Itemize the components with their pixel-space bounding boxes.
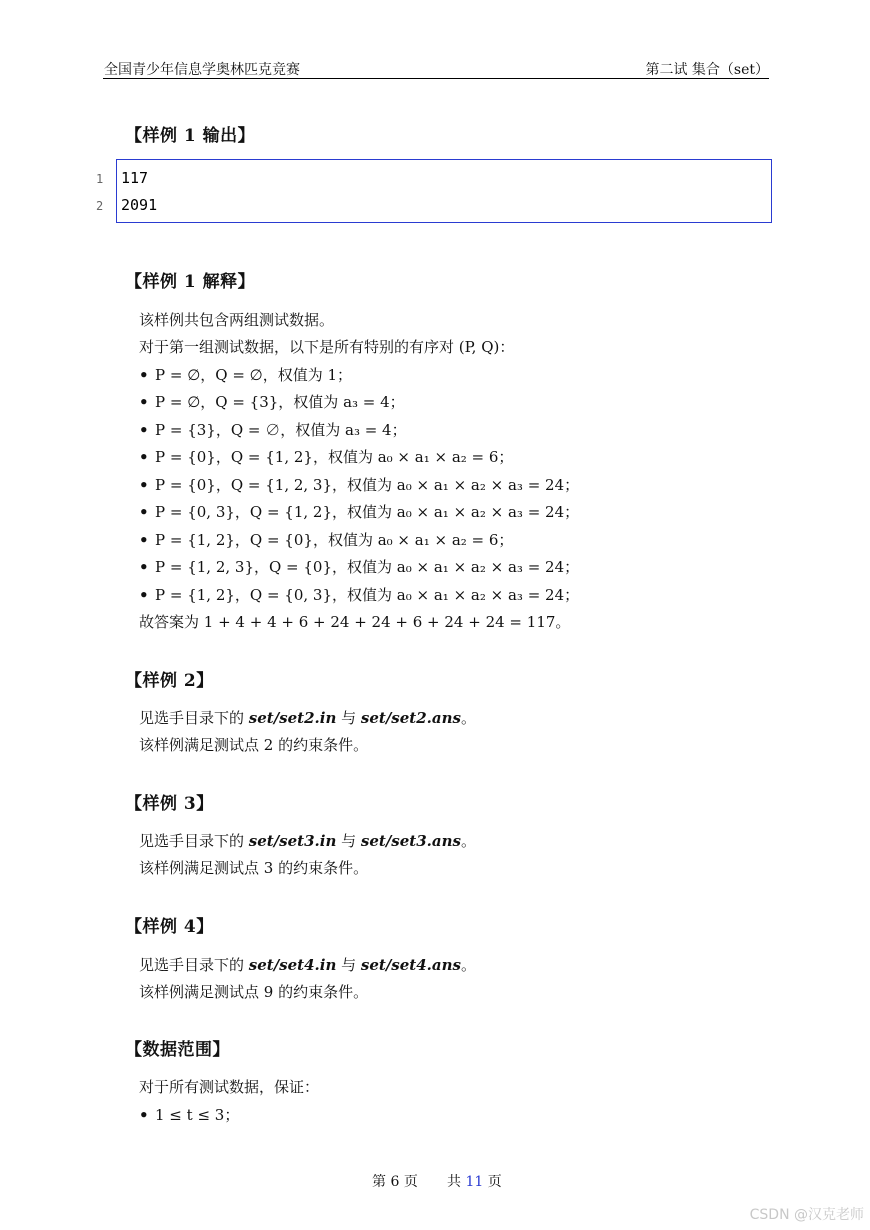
sample2-heading: 【样例 2】 <box>125 671 214 691</box>
bullet-icon: • <box>139 1106 149 1124</box>
data-range-intro: 对于所有测试数据，保证： <box>139 1078 320 1096</box>
list-item-text: P = ∅，Q = ∅，权值为 1； <box>155 366 353 384</box>
sample4-heading: 【样例 4】 <box>125 917 214 937</box>
header-left-title: 全国青少年信息学奥林匹克竞赛 <box>104 62 300 78</box>
sample2-note: 该样例满足测试点 2 的约束条件。 <box>139 736 369 754</box>
list-item-text: P = ∅，Q = {3}，权值为 a₃ = 4； <box>155 393 405 411</box>
total-pages-link[interactable]: 11 <box>465 1174 484 1190</box>
list-item <box>139 391 405 412</box>
bullet-icon: • <box>139 448 149 466</box>
sample3-heading: 【样例 3】 <box>125 794 214 814</box>
sample4-file-line <box>139 954 476 975</box>
list-item <box>139 446 513 467</box>
sample1-explain-heading: 【样例 1 解释】 <box>125 272 256 292</box>
page-number <box>372 1171 418 1191</box>
text-fragment: 。 <box>460 709 476 727</box>
sample2-file-line <box>139 707 476 728</box>
list-item-text: P = {0}，Q = {1, 2, 3}，权值为 a₀ × a₁ × a₂ × a₃ = 24； <box>155 476 580 494</box>
file-name-in: set/set3.in <box>248 832 337 850</box>
watermark: CSDN @汉克老师 <box>749 1207 864 1223</box>
list-item <box>139 474 579 495</box>
list-item <box>139 501 579 522</box>
text-fragment: 页 <box>483 1174 502 1190</box>
explain-intro-line: 该样例共包含两组测试数据。 <box>139 311 335 329</box>
text-fragment: 页 <box>399 1174 418 1190</box>
text-fragment: 与 <box>336 709 361 727</box>
bullet-icon: • <box>139 393 149 411</box>
text-fragment: 。 <box>460 832 476 850</box>
list-item-text: P = {3}，Q = ∅，权值为 a₃ = 4； <box>155 421 407 439</box>
text-fragment: 第 <box>372 1174 391 1190</box>
bullet-icon: • <box>139 476 149 494</box>
sample3-note: 该样例满足测试点 3 的约束条件。 <box>139 859 369 877</box>
list-item <box>139 419 407 440</box>
code-line: 2091 <box>121 196 158 214</box>
text-fragment: 与 <box>336 832 361 850</box>
data-range-heading: 【数据范围】 <box>125 1040 230 1060</box>
bullet-icon: • <box>139 531 149 549</box>
list-item-text: P = {0}，Q = {1, 2}，权值为 a₀ × a₁ × a₂ = 6； <box>155 448 514 466</box>
list-item <box>139 364 352 385</box>
text-fragment: 见选手目录下的 <box>139 956 249 974</box>
bullet-icon: • <box>139 366 149 384</box>
header-divider <box>103 78 769 79</box>
file-name-ans: set/set4.ans <box>360 956 461 974</box>
sample4-note: 该样例满足测试点 9 的约束条件。 <box>139 983 369 1001</box>
list-item <box>139 556 579 577</box>
list-item <box>139 529 513 550</box>
text-fragment: 见选手目录下的 <box>139 709 249 727</box>
bullet-icon: • <box>139 586 149 604</box>
file-name-ans: set/set2.ans <box>360 709 461 727</box>
bullet-icon: • <box>139 421 149 439</box>
file-name-in: set/set4.in <box>248 956 337 974</box>
text-fragment: 。 <box>460 956 476 974</box>
current-page: 6 <box>390 1174 400 1190</box>
bullet-icon: • <box>139 558 149 576</box>
list-item-text: P = {1, 2}，Q = {0}，权值为 a₀ × a₁ × a₂ = 6； <box>155 531 514 549</box>
list-item-text: P = {1, 2, 3}，Q = {0}，权值为 a₀ × a₁ × a₂ × a₃ = 24； <box>155 558 580 576</box>
header-right-title: 第二试 集合（set） <box>645 62 769 78</box>
sample1-output-heading: 【样例 1 输出】 <box>125 126 256 146</box>
total-pages <box>447 1171 502 1191</box>
text-fragment: 与 <box>336 956 361 974</box>
file-name-in: set/set2.in <box>248 709 337 727</box>
list-item <box>139 1104 239 1125</box>
code-block <box>116 159 772 223</box>
line-number: 1 <box>96 172 104 186</box>
list-item-text: P = {1, 2}，Q = {0, 3}，权值为 a₀ × a₁ × a₂ × a₃ = 24； <box>155 586 580 604</box>
text-fragment: 共 <box>447 1174 466 1190</box>
list-item <box>139 584 579 605</box>
sample3-file-line <box>139 830 476 851</box>
explain-intro-line: 对于第一组测试数据，以下是所有特别的有序对 (P, Q)： <box>139 338 515 356</box>
bullet-icon: • <box>139 503 149 521</box>
code-line: 117 <box>121 169 149 187</box>
explain-conclusion: 故答案为 1 + 4 + 4 + 6 + 24 + 24 + 6 + 24 + 24 = 117。 <box>139 613 571 631</box>
text-fragment: 见选手目录下的 <box>139 832 249 850</box>
list-item-text: 1 ≤ t ≤ 3； <box>155 1106 240 1124</box>
file-name-ans: set/set3.ans <box>360 832 461 850</box>
line-number: 2 <box>96 199 104 213</box>
list-item-text: P = {0, 3}，Q = {1, 2}，权值为 a₀ × a₁ × a₂ × a₃ = 24； <box>155 503 580 521</box>
